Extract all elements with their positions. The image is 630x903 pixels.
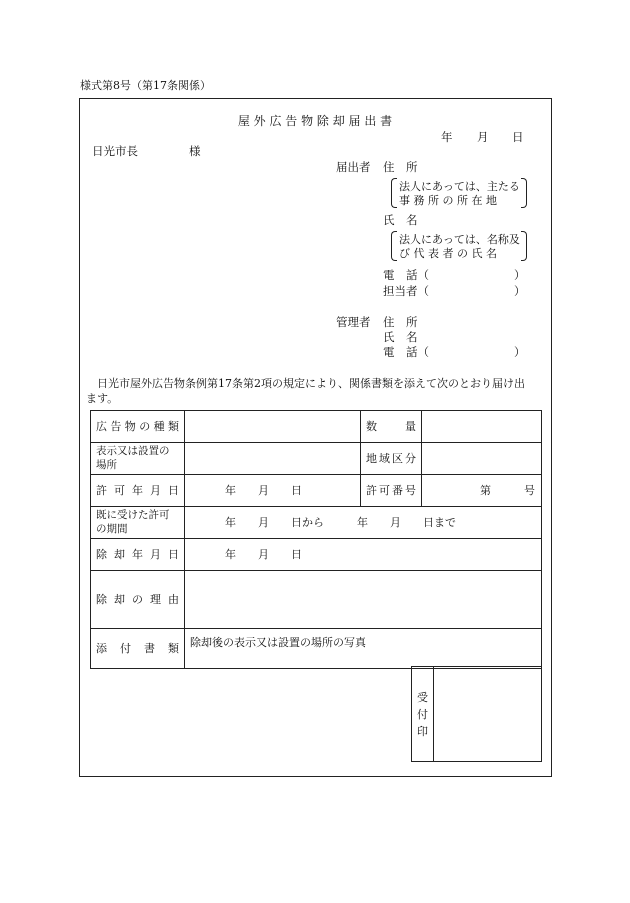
- permit-number-label: 許可番号: [361, 475, 422, 507]
- area-label: 地域区分: [361, 443, 422, 475]
- date-year: 年: [441, 130, 453, 144]
- table-row: [91, 443, 542, 475]
- applicant-phone-close: ）: [514, 268, 526, 282]
- manager-phone-close: ）: [514, 345, 526, 359]
- manager-label: 管理者: [336, 315, 371, 329]
- name-note-line2: び 代 表 者 の 氏 名: [399, 247, 497, 260]
- table-row: [91, 571, 542, 629]
- name-note-bracket-right: [521, 231, 527, 261]
- statement-line2: ます。: [86, 392, 119, 405]
- removal-reason-label: 除却の理由: [91, 571, 185, 629]
- document-title: 屋 外 広 告 物 除 却 届 出 書: [237, 114, 393, 128]
- permit-date-value[interactable]: 年 月 日: [185, 475, 361, 507]
- table-row: [91, 411, 542, 443]
- name-note-line1: 法人にあっては、名称及: [399, 233, 520, 246]
- manager-phone-label: 電 話（: [383, 345, 429, 359]
- attachments-value: 除却後の表示又は設置の場所の写真: [185, 629, 542, 669]
- applicant-contact-close: ）: [514, 284, 526, 298]
- area-value[interactable]: [422, 443, 542, 475]
- table-row: [91, 507, 542, 539]
- applicant-label: 届出者: [336, 160, 371, 174]
- removal-reason-value[interactable]: [185, 571, 542, 629]
- prior-period-label: 既に受けた許可の期間: [91, 507, 185, 539]
- table-row: [91, 539, 542, 571]
- ad-type-value[interactable]: [185, 411, 361, 443]
- manager-name-label: 氏 名: [383, 330, 418, 344]
- reception-stamp-label: [412, 667, 434, 762]
- removal-date-value[interactable]: 年 月 日: [185, 539, 542, 571]
- form-number-label: 様式第8号（第17条関係）: [80, 79, 211, 92]
- statement-line1: 日光市屋外広告物条例第17条第2項の規定により、関係書類を添えて次のとおり届け出: [97, 377, 525, 390]
- manager-address-label: 住 所: [383, 315, 418, 329]
- applicant-phone-label: 電 話（: [383, 268, 429, 282]
- stamp-char-uke: 受: [417, 690, 428, 704]
- address-note-bracket-right: [521, 178, 527, 208]
- reception-stamp-area: [434, 667, 542, 762]
- stamp-char-in: 印: [417, 724, 428, 738]
- permit-number-value[interactable]: 第 号: [422, 475, 542, 507]
- date-day: 日: [512, 130, 524, 144]
- stamp-char-tsuke: 付: [417, 707, 428, 721]
- reception-stamp-box: [411, 666, 542, 762]
- table-row: [91, 475, 542, 507]
- prior-period-value[interactable]: 年 月 日から 年 月 日まで: [185, 507, 542, 539]
- removal-date-label: 除却年月日: [91, 539, 185, 571]
- attachments-label: 添付書類: [91, 629, 185, 669]
- location-label: 表示又は設置の場所: [91, 443, 185, 475]
- applicant-contact-label: 担当者（: [383, 284, 429, 298]
- ad-type-label: 広告物の種類: [91, 411, 185, 443]
- table-row: [91, 629, 542, 669]
- details-table: [90, 410, 542, 669]
- quantity-label: 数 量: [361, 411, 422, 443]
- name-note-bracket-left: [391, 231, 397, 261]
- applicant-address-label: 住 所: [383, 160, 418, 174]
- address-note-bracket-left: [391, 178, 397, 208]
- applicant-name-label: 氏 名: [383, 213, 418, 227]
- address-note-line2: 事 務 所 の 所 在 地: [399, 194, 497, 207]
- location-value[interactable]: [185, 443, 361, 475]
- date-month: 月: [477, 130, 489, 144]
- permit-date-label: 許可年月日: [91, 475, 185, 507]
- addressee-name: 日光市長: [92, 144, 138, 158]
- addressee-suffix: 様: [189, 144, 201, 158]
- address-note-line1: 法人にあっては、主たる: [399, 180, 520, 193]
- quantity-value[interactable]: [422, 411, 542, 443]
